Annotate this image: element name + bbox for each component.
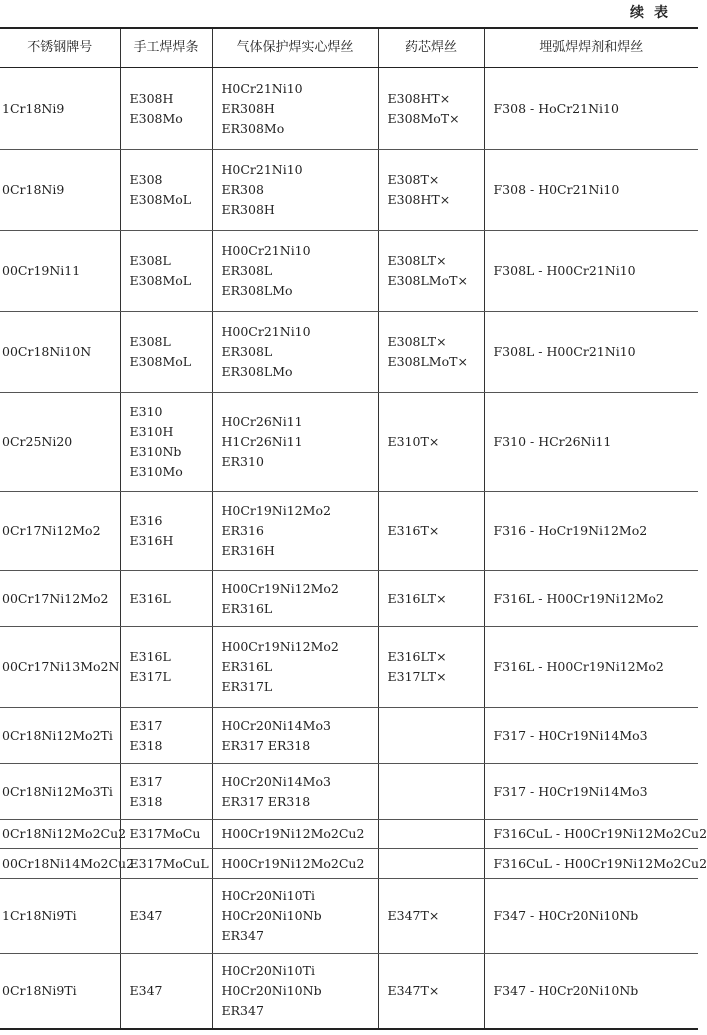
cell-line: E308Mo [129,110,183,126]
cell-solid-wire [212,312,378,393]
cell-line: E310Mo [129,464,183,479]
cell-line: E308MoT× [387,110,460,126]
table-row [0,954,698,1029]
cell-line: ER317 ER318 [221,793,311,809]
cell-electrode [120,820,212,849]
table-header [0,28,698,68]
table-row [0,68,698,150]
cell-electrode [120,571,212,627]
cell-line: H0Cr21Ni10 [221,162,303,177]
cell-line: ER347 [221,1002,264,1018]
header-solid-wire: 气体保护焊实心焊丝 [212,28,378,68]
cell-solid-wire [212,849,378,879]
cell-line: E308HT× [387,90,451,106]
cell-steel-grade: 0Cr18Ni9Ti [0,954,120,1029]
table-row [0,312,698,393]
cell-solid-wire [212,571,378,627]
cell-line: H0Cr20Ni14Mo3 [221,717,331,733]
table-row [0,764,698,820]
table-row [0,393,698,492]
cell-line: ER317L [221,679,273,694]
cell-line: E308H [129,90,174,106]
cell-line: ER308LMo [221,283,293,298]
cell-steel-grade: 0Cr25Ni20 [0,393,120,492]
cell-line: E310 [129,404,163,419]
cell-steel-grade: 00Cr19Ni11 [0,231,120,312]
cell-line: E308 [129,172,163,187]
table-row [0,231,698,312]
cell-line: E316LT× [387,649,447,664]
cell-flux-cored-wire [378,627,484,708]
cell-line: H00Cr19Ni12Mo2 [221,580,339,596]
cell-line: ER308H [221,202,275,217]
cell-saw-flux-wire: F347 - H0Cr20Ni10Nb [484,954,698,1029]
cell-electrode [120,627,212,708]
table-row [0,571,698,627]
cell-solid-wire [212,954,378,1029]
cell-electrode [120,879,212,954]
cell-steel-grade: 00Cr17Ni13Mo2N [0,627,120,708]
cell-solid-wire [212,150,378,231]
cell-flux-cored-wire [378,820,484,849]
cell-line: ER317 ER318 [221,737,311,753]
cell-line: E317MoCu [129,826,201,841]
cell-line: E347T× [387,982,440,998]
cell-saw-flux-wire: F316 - HoCr19Ni12Mo2 [484,492,698,571]
cell-line: ER316L [221,659,273,674]
cell-line: E317 [129,717,163,733]
cell-electrode [120,492,212,571]
table-row [0,708,698,764]
continued-table-caption: 续表 [630,5,678,21]
cell-line: ER316 [221,523,264,538]
cell-line: E316H [129,533,174,548]
header-electrode: 手工焊焊条 [120,28,212,68]
cell-steel-grade: 0Cr18Ni12Mo2Ti [0,708,120,764]
cell-line: E310H [129,424,174,439]
cell-electrode [120,393,212,492]
cell-solid-wire [212,68,378,150]
table-body [0,68,707,1029]
table-row [0,150,698,231]
cell-line: ER308H [221,100,275,116]
cell-line: E308MoL [129,192,192,207]
cell-steel-grade: 00Cr18Ni14Mo2Cu2 [0,849,120,879]
cell-line: ER308 [221,182,264,197]
cell-electrode [120,68,212,150]
cell-line: E310T× [387,434,440,449]
cell-line: E316L [129,649,171,664]
cell-line: E347 [129,908,163,923]
cell-electrode [120,954,212,1029]
cell-steel-grade: 0Cr18Ni12Mo3Ti [0,764,120,820]
cell-electrode [120,764,212,820]
cell-line: ER316L [221,600,273,616]
cell-line: E317MoCuL [129,855,209,871]
cell-saw-flux-wire: F317 - H0Cr19Ni14Mo3 [484,764,698,820]
cell-line: E308MoL [129,354,192,369]
cell-saw-flux-wire: F317 - H0Cr19Ni14Mo3 [484,708,698,764]
cell-flux-cored-wire [378,571,484,627]
cell-solid-wire [212,879,378,954]
cell-electrode [120,231,212,312]
cell-line: ER308Mo [221,120,285,136]
cell-line: ER308L [221,344,273,359]
cell-line: E316T× [387,523,440,538]
cell-line: E308L [129,334,171,349]
cell-solid-wire [212,231,378,312]
table-row [0,849,698,879]
cell-flux-cored-wire [378,849,484,879]
cell-line: H00Cr21Ni10 [221,243,311,258]
cell-line: E318 [129,737,163,753]
cell-flux-cored-wire [378,150,484,231]
cell-steel-grade: 0Cr18Ni9 [0,150,120,231]
cell-steel-grade: 1Cr18Ni9 [0,68,120,150]
cell-line: H0Cr20Ni10Nb [221,908,322,923]
cell-line: H0Cr19Ni12Mo2 [221,503,331,518]
cell-line: H0Cr20Ni10Nb [221,982,322,998]
cell-line: H1Cr26Ni11 [221,434,303,449]
cell-line: E308MoL [129,273,192,288]
cell-line: E316LT× [387,590,447,606]
cell-flux-cored-wire [378,764,484,820]
cell-line: H00Cr19Ni12Mo2Cu2 [221,826,365,841]
cell-flux-cored-wire [378,708,484,764]
cell-electrode [120,150,212,231]
cell-electrode [120,849,212,879]
cell-solid-wire [212,708,378,764]
cell-line: ER347 [221,928,264,943]
cell-line: H00Cr19Ni12Mo2 [221,639,339,654]
cell-line: ER316H [221,543,275,558]
header-row [0,28,698,68]
cell-solid-wire [212,627,378,708]
cell-saw-flux-wire: F316L - H00Cr19Ni12Mo2 [484,627,698,708]
cell-saw-flux-wire: F347 - H0Cr20Ni10Nb [484,879,698,954]
cell-steel-grade: 0Cr17Ni12Mo2 [0,492,120,571]
cell-line: E308LT× [387,334,447,349]
cell-solid-wire [212,492,378,571]
cell-line: H00Cr21Ni10 [221,324,311,339]
cell-line: E310Nb [129,444,182,459]
header-flux-cored-wire: 药芯焊丝 [378,28,484,68]
cell-line: E308HT× [387,192,451,207]
cell-flux-cored-wire [378,954,484,1029]
header-saw-flux-wire: 埋弧焊焊剂和焊丝 [484,28,698,68]
cell-flux-cored-wire [378,879,484,954]
cell-flux-cored-wire [378,312,484,393]
cell-electrode [120,312,212,393]
welding-materials-table [0,27,707,1030]
cell-line: E347 [129,982,163,998]
cell-steel-grade: 1Cr18Ni9Ti [0,879,120,954]
cell-saw-flux-wire: F308L - H00Cr21Ni10 [484,312,698,393]
cell-saw-flux-wire: F316CuL - H00Cr19Ni12Mo2Cu2 [484,849,698,879]
cell-line: H0Cr20Ni10Ti [221,888,315,903]
cell-electrode [120,708,212,764]
cell-line: E317L [129,669,171,684]
cell-saw-flux-wire: F308 - H0Cr21Ni10 [484,150,698,231]
table-row [0,627,698,708]
cell-line: E308T× [387,172,440,187]
cell-line: H0Cr26Ni11 [221,414,303,429]
cell-flux-cored-wire [378,492,484,571]
cell-line: E316 [129,513,163,528]
cell-line: ER310 [221,454,264,469]
cell-steel-grade: 00Cr17Ni12Mo2 [0,571,120,627]
cell-line: H00Cr19Ni12Mo2Cu2 [221,855,365,871]
cell-line: E347T× [387,908,440,923]
cell-flux-cored-wire [378,393,484,492]
cell-flux-cored-wire [378,68,484,150]
table-row [0,820,698,849]
cell-line: H0Cr21Ni10 [221,80,303,96]
cell-line: E316L [129,590,171,606]
cell-flux-cored-wire [378,231,484,312]
cell-line: ER308LMo [221,364,293,379]
cell-steel-grade: 0Cr18Ni12Mo2Cu2 [0,820,120,849]
header-steel-grade: 不锈钢牌号 [0,28,120,68]
cell-solid-wire [212,393,378,492]
cell-line: E317LT× [387,669,447,684]
cell-line: H0Cr20Ni10Ti [221,962,315,978]
cell-line: H0Cr20Ni14Mo3 [221,773,331,789]
cell-line: E308LMoT× [387,273,468,288]
cell-line: ER308L [221,263,273,278]
cell-line: E308L [129,253,171,268]
cell-saw-flux-wire: F308L - H00Cr21Ni10 [484,231,698,312]
cell-solid-wire [212,820,378,849]
cell-line: E308LMoT× [387,354,468,369]
cell-line: E317 [129,773,163,789]
table-row [0,492,698,571]
cell-saw-flux-wire: F316L - H00Cr19Ni12Mo2 [484,571,698,627]
cell-saw-flux-wire: F316CuL - H00Cr19Ni12Mo2Cu2 [484,820,698,849]
cell-saw-flux-wire: F308 - HoCr21Ni10 [484,68,698,150]
cell-line: E308LT× [387,253,447,268]
cell-solid-wire [212,764,378,820]
cell-saw-flux-wire: F310 - HCr26Ni11 [484,393,698,492]
table-row [0,879,698,954]
cell-line: E318 [129,793,163,809]
cell-steel-grade: 00Cr18Ni10N [0,312,120,393]
